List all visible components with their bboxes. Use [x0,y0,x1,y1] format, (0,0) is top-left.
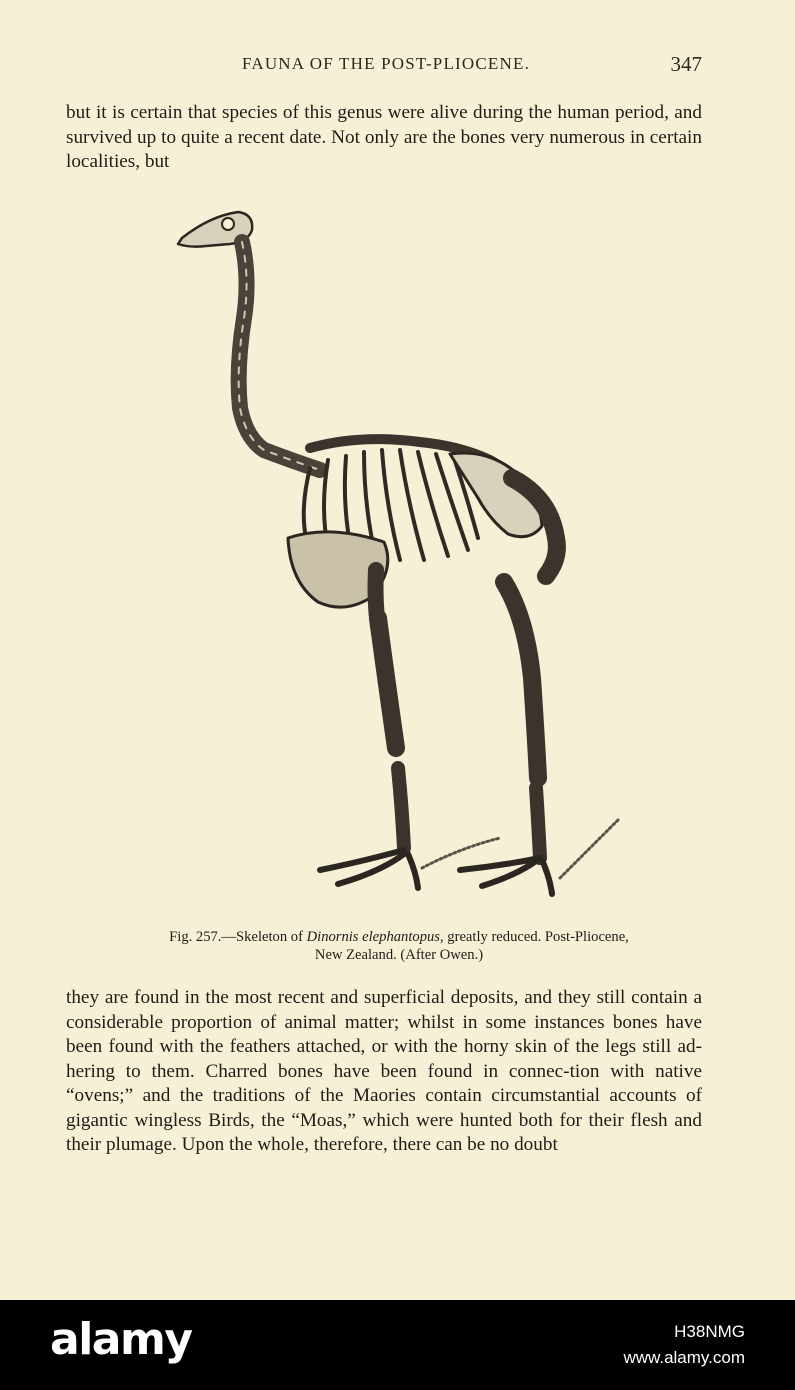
shadow-left [422,838,500,868]
figure-caption [66,928,732,964]
image-url[interactable]: www.alamy.com [623,1348,745,1367]
dinornis-skeleton-figure [160,198,640,906]
caption-prefix: Fig. 257.—Skeleton of [169,929,303,945]
tarsus-left [398,768,404,848]
watermark-footer [0,1300,795,1390]
tibia-right [504,582,538,778]
brand-logo: alamy [50,1314,192,1365]
tibia-left [378,618,396,748]
body-text-bottom: they are found in the most recent and superficial deposits, and they still contain a considerable proportion of animal matter; whilst in some instances bones have been found with the feathers attached, or with the horny skin of the legs still ad-hering to them. Charred bones have been found in connec-tion with native “ovens;” and the traditions of the Maories contain circumstantial accounts of gigantic wingless Birds, the “Moas,” which were hunted both for their flesh and their plumage. Upon the whole, therefore, there can be no doubt [66,987,702,1155]
page-number: 347 [670,52,702,76]
tarsus-right [536,788,540,858]
skeleton-illustration [160,198,640,906]
running-title: FAUNA OF THE POST-PLIOCENE. [241,54,531,73]
caption-species: Dinornis elephantopus, [306,929,444,945]
body-text-top: but it is certain that species of this genus were alive during the human period, and survived up to quite a recent date. Not only are the bones very numerous in certain localities, but [66,102,702,172]
foot-left [320,850,418,888]
running-head [66,52,706,80]
caption-suffix: greatly reduced. Post-Pliocene, [447,929,629,945]
image-id: H38NMG [674,1322,745,1341]
shadow-right [560,818,620,878]
caption-line-2: New Zealand. (After Owen.) [314,947,484,963]
